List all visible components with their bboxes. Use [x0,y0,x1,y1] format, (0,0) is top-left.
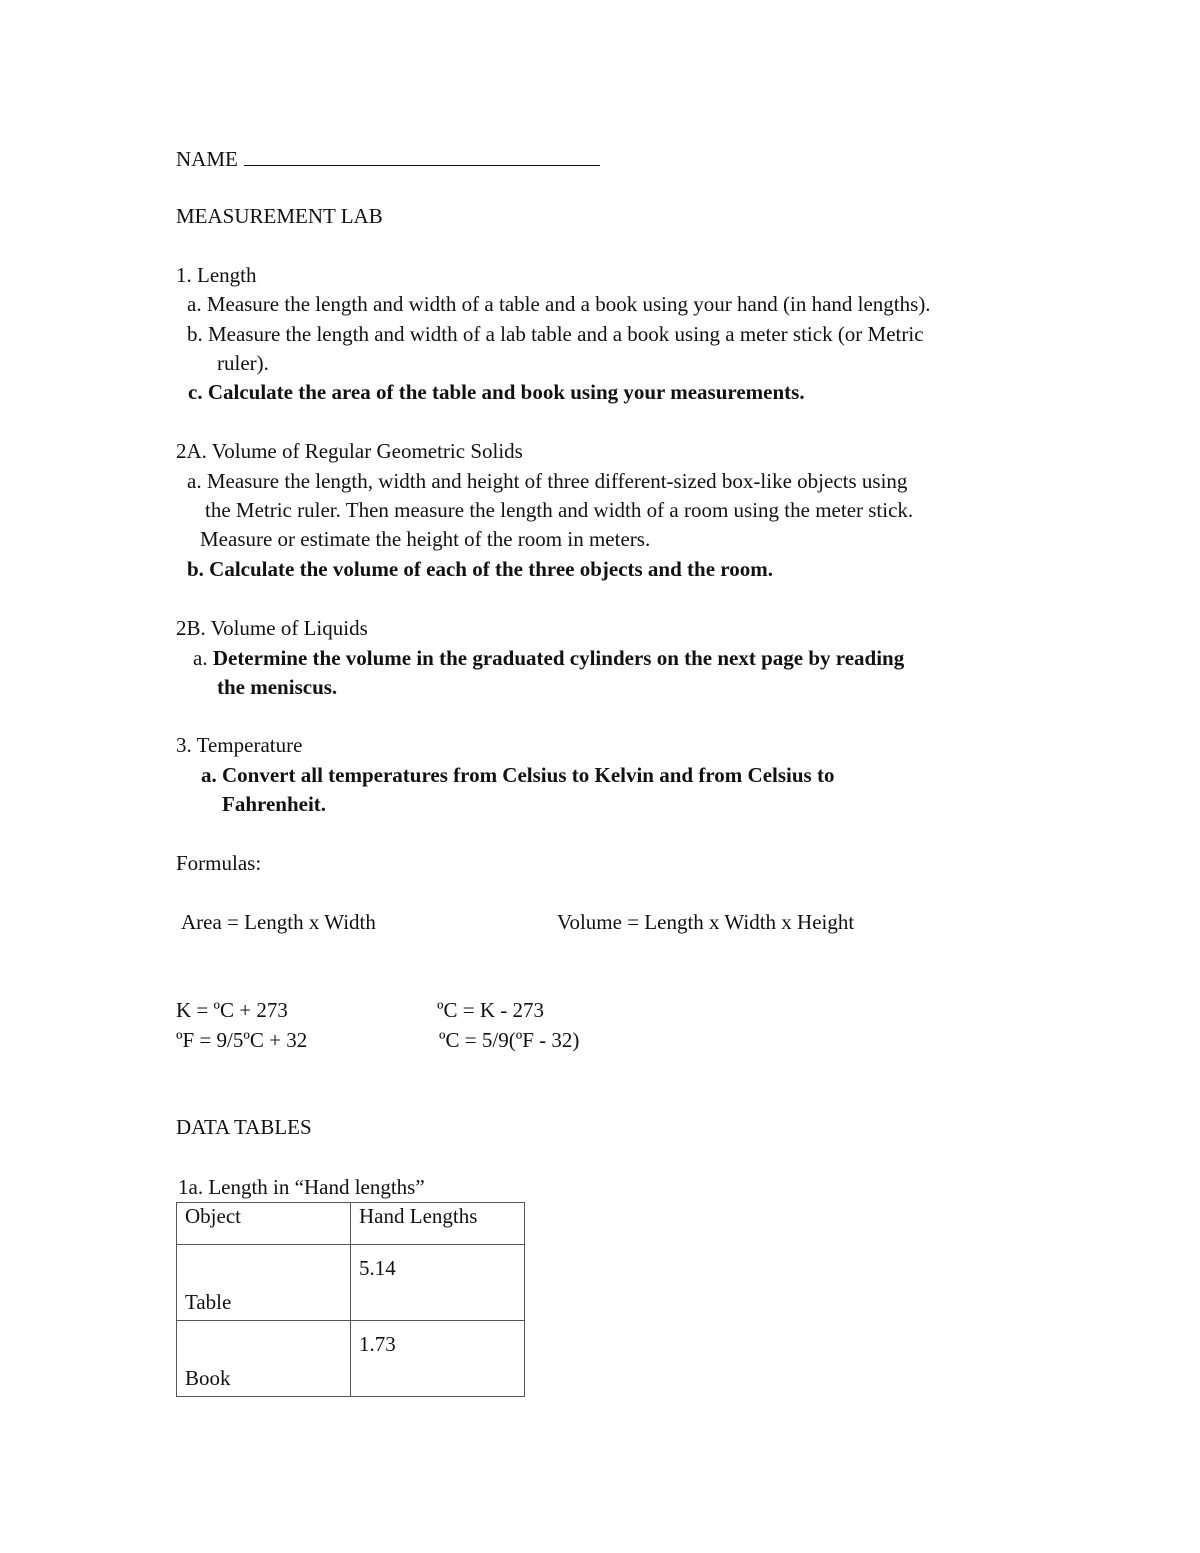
formula-celsius-from-kelvin: ºC = K - 273 [437,998,545,1022]
hand-length-value: 5.14 [359,1256,396,1280]
section-2a-item-a-line-2: the Metric ruler. Then measure the length and width of a room using the meter stick. [205,498,914,522]
formula-area: Area = Length x Width [181,910,376,934]
section-2b-item-a-prefix: a. [193,646,208,670]
section-2b-heading: 2B. Volume of Liquids [176,616,368,640]
formula-fahrenheit-from-celsius: ºF = 9/5ºC + 32 [176,1028,308,1052]
section-2b-item-a-text: Determine the volume in the graduated cylinders on the next page by reading [212,646,905,670]
table-row [177,1245,525,1321]
section-1-item-b-line-2: ruler). [217,351,269,375]
section-2b-item-a-line-1 [193,645,904,671]
hand-lengths-table [176,1202,525,1397]
section-1-item-b-line-1: b. Measure the length and width of a lab table and a book using a meter stick (or Metric [187,322,924,346]
section-3-heading: 3. Temperature [176,733,303,757]
page-title: MEASUREMENT LAB [176,204,383,228]
object-name: Table [185,1290,232,1314]
section-3-item-a-line-2: Fahrenheit. [222,792,327,816]
section-1-item-c: c. Calculate the area of the table and book using your measurements. [188,380,805,404]
section-2a-item-b: b. Calculate the volume of each of the three objects and the room. [187,557,773,581]
section-2a-heading: 2A. Volume of Regular Geometric Solids [176,439,523,463]
section-2a-item-a-line-3: Measure or estimate the height of the room in meters. [200,527,651,551]
formulas-heading: Formulas: [176,851,262,875]
formula-kelvin-from-celsius: K = ºC + 273 [176,998,288,1022]
name-field[interactable] [176,145,600,172]
hand-length-value: 1.73 [359,1332,396,1356]
name-label: NAME [176,147,238,171]
column-header-object: Object [177,1203,351,1245]
value-cell [351,1321,525,1397]
formula-volume: Volume = Length x Width x Height [557,910,855,934]
object-cell [177,1321,351,1397]
object-name: Book [185,1366,231,1390]
table-row [177,1321,525,1397]
formula-celsius-from-fahrenheit: ºC = 5/9(ºF - 32) [439,1028,580,1052]
value-cell [351,1245,525,1321]
section-3-item-a-line-1: a. Convert all temperatures from Celsius to Kelvin and from Celsius to [201,763,835,787]
table-header-row [177,1203,525,1245]
object-cell [177,1245,351,1321]
section-1-heading: 1. Length [176,263,257,287]
table-1a-caption: 1a. Length in “Hand lengths” [178,1175,425,1199]
column-header-hand-lengths: Hand Lengths [351,1203,525,1245]
data-tables-heading: DATA TABLES [176,1115,312,1139]
name-blank-line[interactable] [244,145,600,166]
section-2a-item-a-line-1: a. Measure the length, width and height of three different-sized box-like objects using [187,469,908,493]
section-2b-item-a-line-2: the meniscus. [217,675,338,699]
section-1-item-a: a. Measure the length and width of a table and a book using your hand (in hand lengths). [187,292,931,316]
